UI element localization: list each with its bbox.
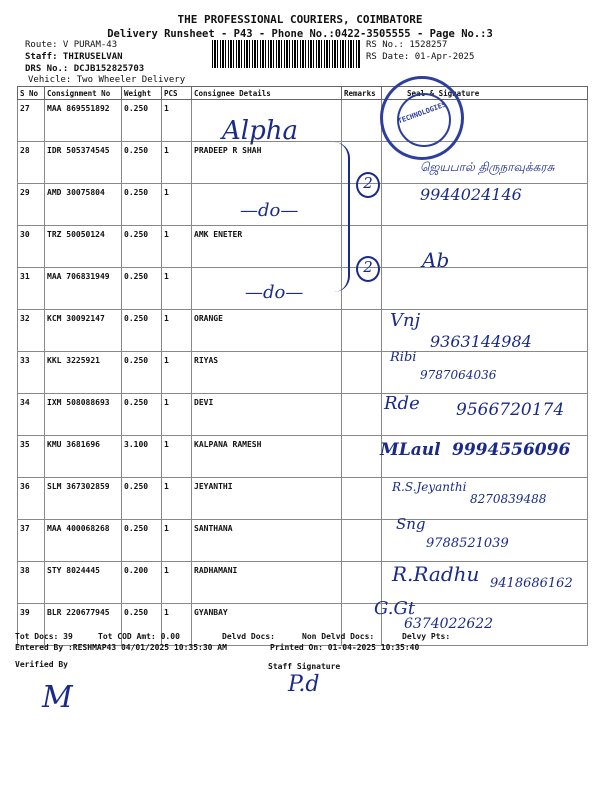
cell-consignment: SLM 367302859	[45, 478, 122, 520]
handwritten-signature-35: MLaul	[380, 440, 441, 460]
cell-consignment: KMU 3681696	[45, 436, 122, 478]
handwritten-signature-36: R.S.Jeyanthi	[392, 480, 467, 494]
cell-remarks	[342, 100, 382, 142]
printed-on: Printed On: 01-04-2025 10:35:40	[270, 643, 420, 652]
table-header-row	[18, 87, 588, 100]
col-pcs: PCS	[162, 87, 192, 100]
handwritten-count-circle-1: 2	[356, 172, 380, 198]
cell-sno: 27	[18, 100, 45, 142]
cell-consignment: KKL 3225921	[45, 352, 122, 394]
handwritten-phone-35: 9994556096	[452, 440, 571, 460]
cell-weight: 0.250	[122, 268, 162, 310]
cell-consignee: RADHAMANI	[192, 562, 342, 604]
cell-consignment: IXM 508088693	[45, 394, 122, 436]
cell-consignee: ORANGE	[192, 310, 342, 352]
cell-consignee: PRADEEP R SHAH	[192, 142, 342, 184]
cell-consignment: MAA 706831949	[45, 268, 122, 310]
staff-signature-label: Staff Signature	[268, 662, 341, 671]
cell-pcs: 1	[162, 100, 192, 142]
cell-weight: 0.250	[122, 478, 162, 520]
col-seal: Seal & Signature	[382, 87, 588, 100]
vehicle-label: Vehicle: Two Wheeler Delivery	[28, 75, 186, 85]
cell-remarks	[342, 478, 382, 520]
handwritten-alpha: Alpha	[222, 116, 298, 146]
cell-pcs: 1	[162, 226, 192, 268]
cell-consignee: DEVI	[192, 394, 342, 436]
handwritten-phone-36: 8270839488	[470, 492, 547, 506]
verifier-signature: M	[42, 680, 73, 715]
handwritten-ditto-1: —do—	[240, 200, 299, 221]
cell-consignment: BLR 220677945	[45, 604, 122, 646]
cell-weight: 0.250	[122, 226, 162, 268]
col-sno: S No	[18, 87, 45, 100]
cell-consignee: GYANBAY	[192, 604, 342, 646]
cell-sno: 28	[18, 142, 45, 184]
cell-pcs: 1	[162, 562, 192, 604]
runsheet-subtitle: Delivery Runsheet - P43 - Phone No.:0422-3505555 - Page No.:3	[107, 28, 493, 40]
cell-pcs: 1	[162, 394, 192, 436]
cell-sno: 30	[18, 226, 45, 268]
cell-weight: 0.250	[122, 520, 162, 562]
staff-signature: P.d	[288, 672, 320, 697]
cell-sno: 35	[18, 436, 45, 478]
cell-sno: 38	[18, 562, 45, 604]
cell-weight: 0.200	[122, 562, 162, 604]
cell-consignee: KALPANA RAMESH	[192, 436, 342, 478]
cell-weight: 0.250	[122, 142, 162, 184]
cell-weight: 3.100	[122, 436, 162, 478]
delivery-points: Delvy Pts:	[402, 632, 451, 641]
col-weight: Weight	[122, 87, 162, 100]
cell-pcs: 1	[162, 268, 192, 310]
handwritten-count-circle-2: 2	[356, 256, 380, 282]
cell-pcs: 1	[162, 520, 192, 562]
handwritten-bracket	[334, 142, 350, 292]
handwritten-signature-32: Vnj	[390, 310, 421, 331]
handwritten-signature-29: ஜெயபால் திருநாவுக்கரசு	[420, 160, 555, 174]
cell-weight: 0.250	[122, 184, 162, 226]
cell-consignee: AMK ENETER	[192, 226, 342, 268]
col-consignment: Consignment No	[45, 87, 122, 100]
handwritten-phone-29: 9944024146	[420, 185, 522, 204]
rs-date: RS Date: 01-Apr-2025	[366, 52, 475, 62]
handwritten-signature-39: G.Gt	[374, 598, 416, 619]
cell-weight: 0.250	[122, 310, 162, 352]
handwritten-signature-31: Ab	[422, 248, 450, 272]
non-delivered-docs: Non Delvd Docs:	[302, 632, 375, 641]
cell-weight: 0.250	[122, 604, 162, 646]
cell-sno: 32	[18, 310, 45, 352]
cell-remarks	[342, 352, 382, 394]
drs-label: DRS No.: DCJB152825703	[25, 64, 145, 74]
delivered-docs: Delvd Docs:	[222, 632, 275, 641]
staff-label: Staff: THIRUSELVAN	[25, 52, 123, 62]
cell-consignee: SANTHANA	[192, 520, 342, 562]
cell-sno: 36	[18, 478, 45, 520]
handwritten-phone-33: 9787064036	[420, 368, 497, 382]
cell-consignment: STY 8024445	[45, 562, 122, 604]
cell-sno: 33	[18, 352, 45, 394]
cell-consignment: MAA 869551892	[45, 100, 122, 142]
cell-pcs: 1	[162, 604, 192, 646]
col-consignee: Consignee Details	[192, 87, 342, 100]
company-seal-stamp: TECHNOLOGIES	[380, 76, 464, 160]
table-row	[18, 352, 588, 394]
cell-pcs: 1	[162, 352, 192, 394]
cell-consignee: JEYANTHI	[192, 478, 342, 520]
total-docs: Tot Docs: 39	[15, 632, 73, 641]
cell-sno: 39	[18, 604, 45, 646]
cell-remarks	[342, 436, 382, 478]
cell-sno: 37	[18, 520, 45, 562]
cell-consignee: RIYAS	[192, 352, 342, 394]
verified-by-label: Verified By	[15, 660, 68, 669]
cell-weight: 0.250	[122, 352, 162, 394]
cell-seal	[382, 226, 588, 268]
cell-weight: 0.250	[122, 100, 162, 142]
entered-by: Entered By :RESHMAP43 04/01/2025 10:35:30 AM	[15, 643, 227, 652]
cell-weight: 0.250	[122, 394, 162, 436]
cell-pcs: 1	[162, 436, 192, 478]
cell-sno: 29	[18, 184, 45, 226]
cell-consignment: AMD 30075804	[45, 184, 122, 226]
barcode	[212, 40, 360, 68]
handwritten-phone-37: 9788521039	[426, 536, 509, 551]
cell-pcs: 1	[162, 142, 192, 184]
cell-consignment: MAA 400068268	[45, 520, 122, 562]
cell-consignment: TRZ 50050124	[45, 226, 122, 268]
handwritten-ditto-2: —do—	[245, 282, 304, 303]
table-row	[18, 100, 588, 142]
table-row	[18, 226, 588, 268]
cell-remarks	[342, 310, 382, 352]
handwritten-signature-33: Ribi	[390, 350, 417, 365]
cell-sno: 31	[18, 268, 45, 310]
rs-no: RS No.: 1528257	[366, 40, 448, 50]
cell-seal	[382, 268, 588, 310]
cell-consignment: KCM 30092147	[45, 310, 122, 352]
handwritten-phone-34: 9566720174	[456, 400, 565, 420]
total-cod: Tot COD Amt: 0.00	[98, 632, 180, 641]
handwritten-signature-38: R.Radhu	[392, 562, 480, 586]
cell-sno: 34	[18, 394, 45, 436]
cell-remarks	[342, 394, 382, 436]
cell-consignment: IDR 505374545	[45, 142, 122, 184]
handwritten-phone-39: 6374022622	[404, 616, 494, 632]
handwritten-signature-37: Sng	[396, 515, 426, 533]
handwritten-phone-38: 9418686162	[490, 576, 573, 591]
handwritten-phone-32: 9363144984	[430, 332, 532, 351]
cell-remarks	[342, 520, 382, 562]
route-label: Route: V PURAM-43	[25, 40, 118, 50]
cell-pcs: 1	[162, 184, 192, 226]
col-remarks: Remarks	[342, 87, 382, 100]
cell-pcs: 1	[162, 310, 192, 352]
company-title: THE PROFESSIONAL COURIERS, COIMBATORE	[177, 13, 423, 26]
handwritten-signature-34: Rde	[384, 393, 420, 414]
cell-pcs: 1	[162, 478, 192, 520]
